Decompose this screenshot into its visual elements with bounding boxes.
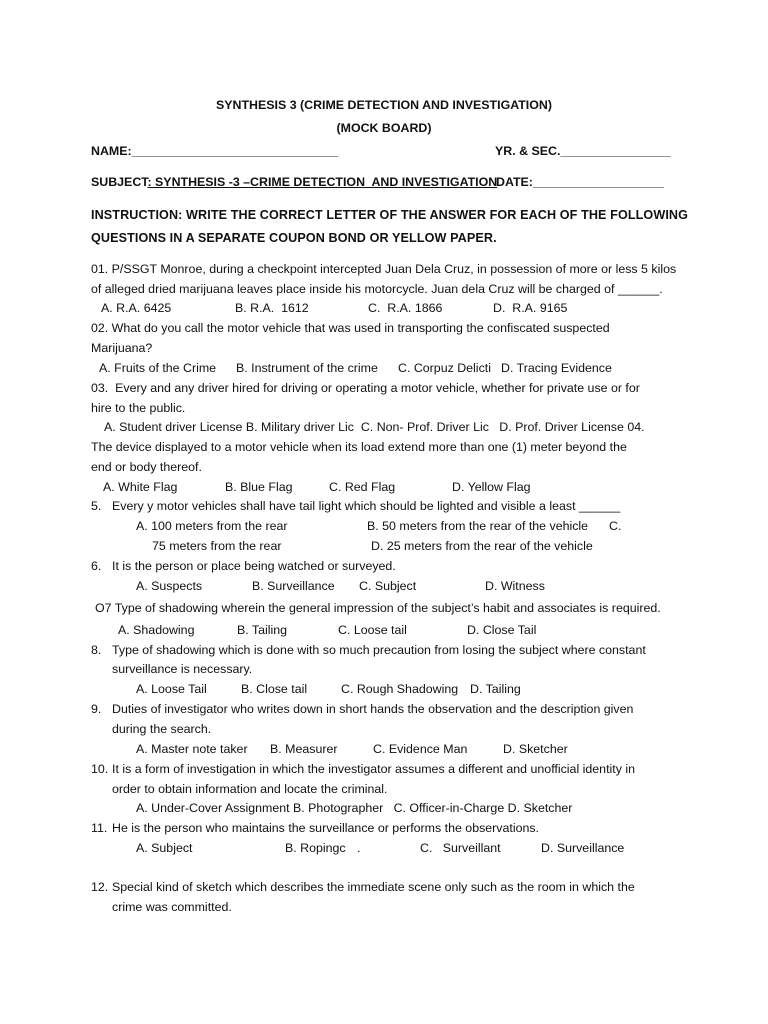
question-2-line-2: Marijuana?	[91, 341, 153, 355]
q6-option-d: D. Witness	[485, 579, 545, 593]
q6-option-a: A. Suspects	[136, 579, 203, 593]
q3-options: A. Student driver License B. Military driver Lic C. Non- Prof. Driver Lic D. Prof. Driver License 04.	[104, 420, 645, 434]
q1-option-d: D. R.A. 9165	[493, 301, 568, 315]
question-7-text: O7 Type of shadowing wherein the general impression of the subject’s habit and associates is required.	[95, 601, 661, 615]
q5-option-c-letter: C.	[609, 519, 622, 533]
question-6-number: 6.	[91, 559, 102, 573]
name-field-label: NAME:______________________________	[91, 144, 339, 158]
q11-stray-dot: .	[357, 841, 361, 855]
q4-option-c: C. Red Flag	[329, 480, 396, 494]
q2-option-d: D. Tracing Evidence	[501, 361, 612, 375]
q4-option-b: B. Blue Flag	[225, 480, 293, 494]
q7-option-d: D. Close Tail	[467, 623, 537, 637]
question-11-text: He is the person who maintains the surveillance or performs the observations.	[112, 821, 539, 835]
instruction-line-2: QUESTIONS IN A SEPARATE COUPON BOND OR YELLOW PAPER.	[91, 231, 497, 245]
q2-option-c: C. Corpuz Delicti	[398, 361, 491, 375]
q5-option-d: D. 25 meters from the rear of the vehicle	[371, 539, 593, 553]
q5-option-a: A. 100 meters from the rear	[136, 519, 288, 533]
q7-option-b: B. Tailing	[237, 623, 288, 637]
subject-line	[91, 176, 497, 188]
question-3-line-1: 03. Every and any driver hired for driving or operating a motor vehicle, whether for private use or for	[91, 381, 640, 395]
q6-option-c: C. Subject	[359, 579, 417, 593]
question-9-number: 9.	[91, 702, 102, 716]
date-field-label: DATE:___________________	[496, 175, 664, 189]
q8-option-b: B. Close tail	[241, 682, 308, 696]
q5-option-b: B. 50 meters from the rear of the vehicle	[367, 519, 589, 533]
question-11-number: 11.	[91, 821, 108, 835]
q1-option-a: A. R.A. 6425	[101, 301, 172, 315]
q11-option-d: D. Surveillance	[541, 841, 625, 855]
question-2-line-1: 02. What do you call the motor vehicle that was used in transporting the confiscated suspected	[91, 321, 610, 335]
question-9-line-2: during the search.	[112, 722, 212, 736]
q1-option-c: C. R.A. 1866	[368, 301, 443, 315]
q11-option-c: C. Surveillant	[420, 841, 501, 855]
question-10-line-2: order to obtain information and locate the criminal.	[112, 782, 388, 796]
q8-option-d: D. Tailing	[470, 682, 521, 696]
question-12-line-1: Special kind of sketch which describes the immediate scene only such as the room in which the	[112, 880, 635, 894]
q2-option-a: A. Fruits of the Crime	[99, 361, 217, 375]
q8-option-c: C. Rough Shadowing	[341, 682, 459, 696]
exam-title: SYNTHESIS 3 (CRIME DETECTION AND INVESTIGATION)	[216, 98, 552, 112]
q7-option-a: A. Shadowing	[118, 623, 195, 637]
q8-option-a: A. Loose Tail	[136, 682, 207, 696]
q9-option-b: B. Measurer	[270, 742, 338, 756]
subject-value: : SYNTHESIS -3 –CRIME DETECTION AND INVESTIGATION	[147, 175, 498, 189]
q11-option-b: B. Ropingc	[285, 841, 346, 855]
q6-option-b: B. Surveillance	[252, 579, 335, 593]
q1-option-b: B. R.A. 1612	[235, 301, 309, 315]
question-8-line-2: surveillance is necessary.	[112, 662, 253, 676]
q9-option-a: A. Master note taker	[136, 742, 248, 756]
question-8-line-1: Type of shadowing which is done with so much precaution from losing the subject where constant	[112, 643, 646, 657]
q11-option-a: A. Subject	[136, 841, 193, 855]
q7-option-c: C. Loose tail	[338, 623, 407, 637]
q9-option-d: D. Sketcher	[503, 742, 568, 756]
question-4-line-2: end or body thereof.	[91, 460, 202, 474]
q4-option-d: D. Yellow Flag	[452, 480, 531, 494]
question-8-number: 8.	[91, 643, 102, 657]
question-4-line-1: The device displayed to a motor vehicle when its load extend more than one (1) meter beyond the	[91, 440, 627, 454]
q4-option-a: A. White Flag	[103, 480, 178, 494]
question-5-text: Every y motor vehicles shall have tail light which should be lighted and visible a least ______	[112, 499, 621, 513]
question-12-number: 12.	[91, 880, 109, 894]
q9-option-c: C. Evidence Man	[373, 742, 468, 756]
question-3-line-2: hire to the public.	[91, 401, 186, 415]
question-10-line-1: It is a form of investigation in which the investigator assumes a different and unofficial identity in	[112, 762, 635, 776]
yr-sec-field-label: YR. & SEC.________________	[495, 144, 671, 158]
question-5-number: 5.	[91, 499, 102, 513]
subject-label: SUBJECT	[91, 175, 148, 189]
question-9-line-1: Duties of investigator who writes down in short hands the observation and the description given	[112, 702, 634, 716]
q10-options: A. Under-Cover Assignment B. Photographer C. Officer-in-Charge D. Sketcher	[136, 801, 573, 815]
q2-option-b: B. Instrument of the crime	[236, 361, 378, 375]
question-1-line-2: of alleged dried marijuana leaves place inside his motorcycle. Juan dela Cruz will be charged of ______.	[91, 282, 663, 296]
question-1-line-1: 01. P/SSGT Monroe, during a checkpoint intercepted Juan Dela Cruz, in possession of more or less 5 kilos	[91, 262, 677, 276]
q5-option-c: 75 meters from the rear	[152, 539, 282, 553]
question-6-text: It is the person or place being watched or surveyed.	[112, 559, 396, 573]
instruction-line-1: INSTRUCTION: WRITE THE CORRECT LETTER OF THE ANSWER FOR EACH OF THE FOLLOWING	[91, 208, 689, 222]
question-10-number: 10.	[91, 762, 109, 776]
exam-subtitle: (MOCK BOARD)	[336, 121, 432, 135]
question-12-line-2: crime was committed.	[112, 900, 232, 914]
